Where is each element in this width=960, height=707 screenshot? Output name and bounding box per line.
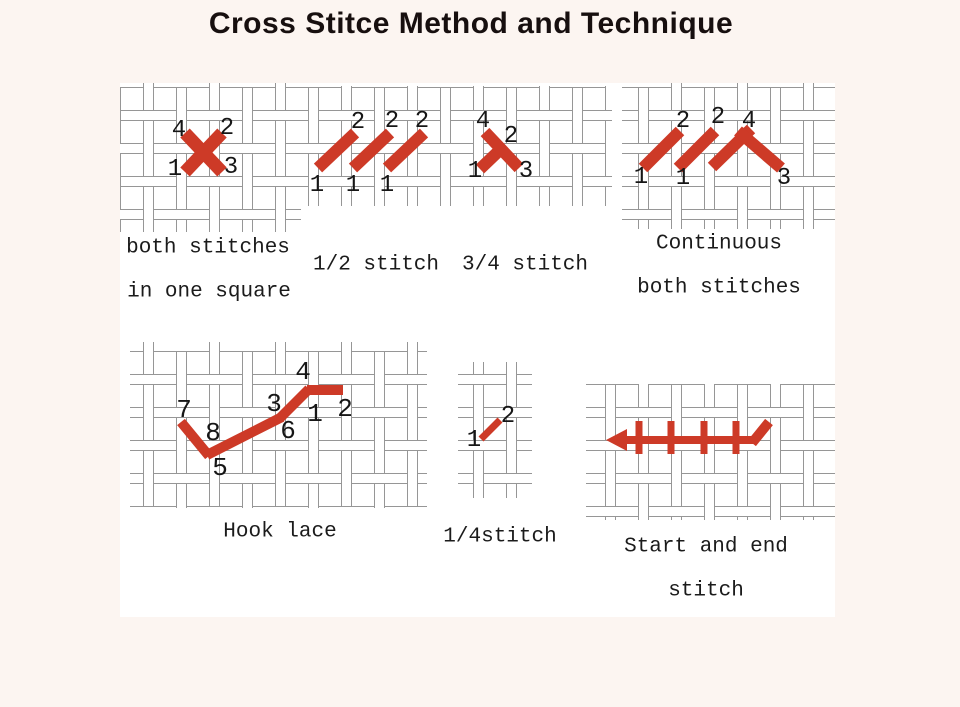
- stitch-number: 1: [467, 158, 483, 185]
- caption-hook-lace: Hook lace: [223, 520, 337, 544]
- caption-both-in-one-square-line2: in one square: [127, 280, 291, 304]
- stitch-number: 2: [503, 123, 519, 150]
- caption-half-stitch: 1/2 stitch: [312, 253, 440, 277]
- stitch-number: 4: [475, 108, 491, 135]
- stitch-number: 1: [309, 172, 325, 199]
- stitch-number: 2: [500, 403, 516, 430]
- stitch-number: 1: [675, 165, 691, 192]
- caption-start-end-line2: stitch: [668, 579, 744, 603]
- fabric-grid-start-end: [586, 384, 835, 520]
- stitch-number: 1: [466, 427, 482, 454]
- stitch-number: 6: [280, 416, 296, 446]
- stitch-number: 4: [295, 357, 311, 387]
- stitch-number: 1: [345, 172, 361, 199]
- caption-three-quarter-stitch: 3/4 stitch: [461, 253, 589, 277]
- stitch-number: 5: [212, 453, 228, 483]
- stitch-number: 8: [205, 418, 221, 448]
- stitch-number: 2: [675, 108, 691, 135]
- stitch-number: 2: [337, 394, 353, 424]
- fabric-grid-hook-lace: [130, 342, 427, 508]
- stitch-number: 2: [414, 108, 430, 135]
- caption-continuous-line2: both stitches: [637, 276, 801, 300]
- stitch-number: 4: [741, 108, 757, 135]
- caption-quarter-stitch: 1/4stitch: [443, 525, 557, 549]
- stitch-number: 1: [633, 164, 649, 191]
- stitch-number: 2: [219, 115, 235, 142]
- stitch-number: 2: [350, 109, 366, 136]
- diagram-panel: [120, 83, 835, 617]
- caption-start-end-line1: Start and end: [624, 535, 788, 559]
- stitch-number: 3: [518, 158, 534, 185]
- stitch-number: 3: [266, 389, 282, 419]
- stitch-number: 3: [776, 165, 792, 192]
- stitch-number: 2: [384, 108, 400, 135]
- page-title: Cross Stitce Method and Technique: [208, 7, 734, 40]
- stitch-number: 2: [710, 104, 726, 131]
- caption-both-in-one-square-line1: both stitches: [126, 236, 290, 260]
- stitch-number: 4: [171, 117, 187, 144]
- stitch-number: 1: [379, 172, 395, 199]
- stitch-number: 7: [176, 395, 192, 425]
- stitch-number: 1: [167, 156, 183, 183]
- caption-continuous-line1: Continuous: [655, 232, 783, 256]
- stitch-number: 3: [223, 154, 239, 181]
- stitch-number: 1: [307, 399, 323, 429]
